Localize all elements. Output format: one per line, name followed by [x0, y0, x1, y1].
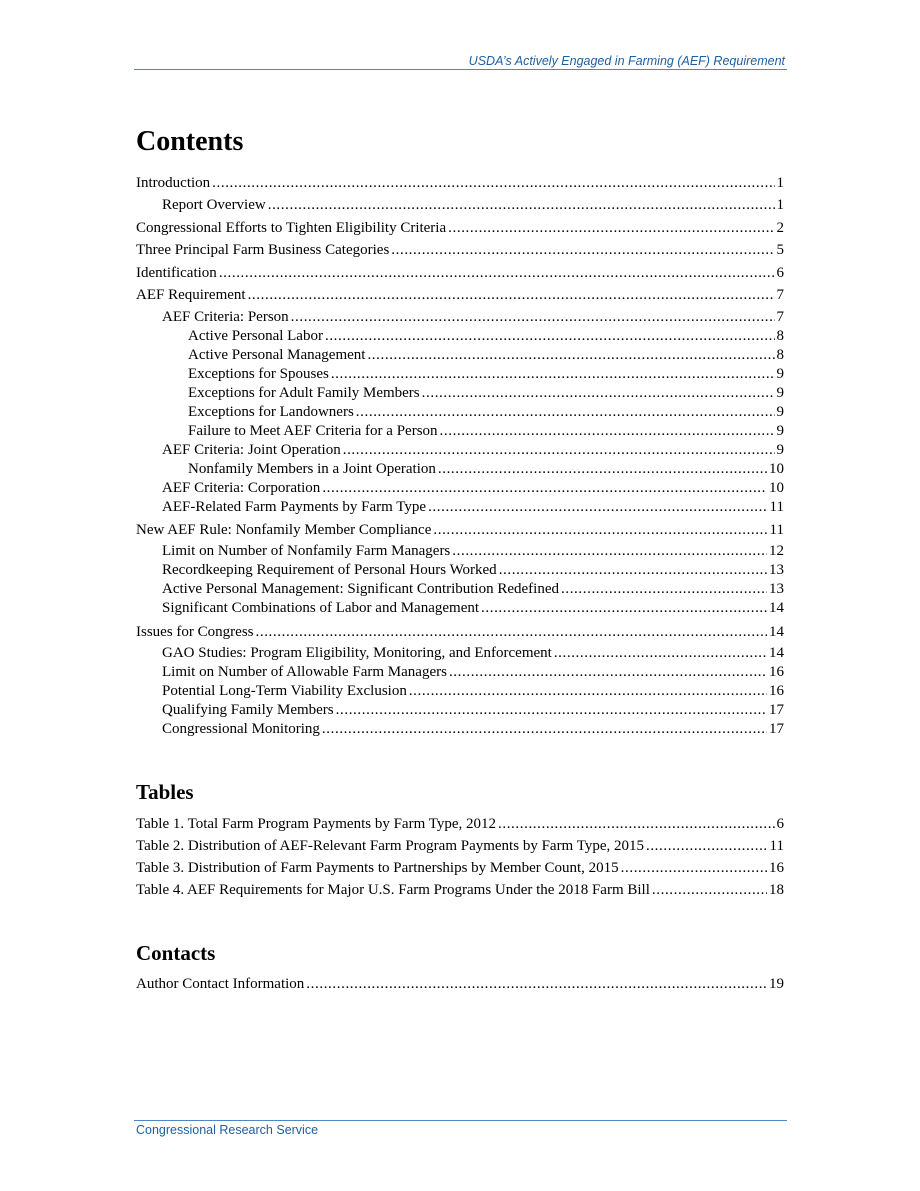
dot-leader — [306, 975, 767, 994]
contents-entry-page: 13 — [769, 562, 784, 578]
contents-entry-page: 14 — [769, 645, 784, 661]
contents-entry-label: Limit on Number of Allowable Farm Managers — [162, 664, 447, 680]
dot-leader — [452, 542, 767, 561]
contents-entry-page: 16 — [769, 664, 784, 680]
dot-leader — [367, 346, 774, 365]
dot-leader — [391, 241, 774, 260]
contents-entry-page: 7 — [776, 309, 784, 325]
contents-entry[interactable] — [136, 264, 784, 283]
dot-leader — [219, 264, 775, 283]
contents-entry-label: Limit on Number of Nonfamily Farm Managers — [162, 543, 451, 559]
contents-entry-label: Active Personal Management: Significant Contribution Redefined — [162, 581, 559, 597]
contents-entry-page: 11 — [769, 522, 784, 538]
dot-leader — [248, 286, 775, 305]
dot-leader — [331, 365, 775, 384]
contents-entry-label: Nonfamily Members in a Joint Operation — [188, 461, 436, 477]
contents-entry-page: 8 — [776, 328, 784, 344]
dot-leader — [498, 815, 775, 834]
contents-entry-page: 6 — [776, 265, 784, 281]
tables-entry[interactable] — [136, 859, 784, 878]
contents-entry-label: AEF Criteria: Person — [162, 309, 289, 325]
contents-entry-page: 1 — [776, 175, 784, 191]
contents-entry-label: Report Overview — [162, 197, 266, 213]
contents-entry-label: Active Personal Management — [188, 347, 366, 363]
contents-entry-label: Identification — [136, 265, 217, 281]
dot-leader — [343, 441, 775, 460]
contents-entry-label: AEF Criteria: Joint Operation — [162, 442, 341, 458]
tables-entry[interactable] — [136, 837, 784, 856]
contents-entry-label: Exceptions for Spouses — [188, 366, 329, 382]
contents-entry-label: New AEF Rule: Nonfamily Member Compliance — [136, 522, 432, 538]
contents-entry-label: AEF Requirement — [136, 287, 246, 303]
contents-entry[interactable] — [136, 479, 784, 498]
tables-entry[interactable] — [136, 881, 784, 900]
contents-entry-label: Issues for Congress — [136, 624, 254, 640]
footer-publisher: Congressional Research Service — [136, 1123, 319, 1137]
tables-entry-page: 6 — [776, 816, 784, 832]
running-header: USDA’s Actively Engaged in Farming (AEF) Requirement — [468, 54, 785, 68]
dot-leader — [325, 327, 775, 346]
contents-entry-label: Failure to Meet AEF Criteria for a Person — [188, 423, 438, 439]
tables-heading: Tables — [136, 780, 194, 804]
contents-entry[interactable] — [136, 403, 784, 422]
contents-entry[interactable] — [136, 542, 784, 561]
contents-entry[interactable] — [136, 286, 784, 305]
tables-entry-label: Table 2. Distribution of AEF-Relevant Farm Program Payments by Farm Type, 2015 — [136, 838, 644, 854]
dot-leader — [433, 521, 767, 540]
footer-rule — [134, 1120, 787, 1121]
contents-entry-label: Active Personal Labor — [188, 328, 323, 344]
tables-entry-page: 11 — [769, 838, 784, 854]
contacts-heading: Contacts — [136, 941, 216, 965]
dot-leader — [409, 682, 767, 701]
contents-entry-label: Introduction — [136, 175, 211, 191]
contents-entry-page: 16 — [769, 683, 784, 699]
contents-entry-label: Recordkeeping Requirement of Personal Hours Worked — [162, 562, 497, 578]
contents-entry[interactable] — [136, 460, 784, 479]
contents-entry-page: 2 — [776, 220, 784, 236]
dot-leader — [212, 174, 774, 193]
dot-leader — [356, 403, 775, 422]
contents-entry[interactable] — [136, 308, 784, 327]
contents-entry[interactable] — [136, 441, 784, 460]
contents-entry-page: 17 — [769, 702, 784, 718]
dot-leader — [481, 599, 767, 618]
contents-entry-page: 12 — [769, 543, 784, 559]
contents-entry[interactable] — [136, 623, 784, 642]
contents-entry[interactable] — [136, 365, 784, 384]
dot-leader — [428, 498, 767, 517]
contents-entry[interactable] — [136, 196, 784, 215]
dot-leader — [336, 701, 767, 720]
contents-entry[interactable] — [136, 327, 784, 346]
contents-entry-page: 9 — [776, 423, 784, 439]
contents-entry-page: 7 — [776, 287, 784, 303]
contents-entry[interactable] — [136, 174, 784, 193]
contents-entry[interactable] — [136, 682, 784, 701]
contacts-entry[interactable] — [136, 975, 784, 994]
contents-entry[interactable] — [136, 384, 784, 403]
contents-entry-label: Congressional Efforts to Tighten Eligibility Criteria — [136, 220, 447, 236]
contacts-entry-page: 19 — [769, 976, 784, 992]
contents-entry-page: 9 — [776, 404, 784, 420]
dot-leader — [322, 479, 767, 498]
contents-entry[interactable] — [136, 561, 784, 580]
contents-entry[interactable] — [136, 701, 784, 720]
contents-entry-label: Congressional Monitoring — [162, 721, 320, 737]
dot-leader — [440, 422, 775, 441]
contents-entry-label: GAO Studies: Program Eligibility, Monitoring, and Enforcement — [162, 645, 552, 661]
dot-leader — [621, 859, 767, 878]
dot-leader — [449, 663, 767, 682]
contents-entry-label: AEF-Related Farm Payments by Farm Type — [162, 499, 427, 515]
contents-entry-page: 8 — [776, 347, 784, 363]
header-rule — [134, 69, 787, 70]
contents-entry[interactable] — [136, 521, 784, 540]
contents-entry-label: Three Principal Farm Business Categories — [136, 242, 390, 258]
contents-entry-label: Significant Combinations of Labor and Management — [162, 600, 480, 616]
contents-entry[interactable] — [136, 599, 784, 618]
tables-entry-label: Table 3. Distribution of Farm Payments to Partnerships by Member Count, 2015 — [136, 860, 619, 876]
dot-leader — [268, 196, 775, 215]
dot-leader — [499, 561, 767, 580]
contents-entry-page: 14 — [769, 624, 784, 640]
contents-heading: Contents — [136, 126, 244, 157]
tables-entry-label: Table 4. AEF Requirements for Major U.S. Farm Programs Under the 2018 Farm Bill — [136, 882, 650, 898]
contents-entry-page: 14 — [769, 600, 784, 616]
contents-entry-page: 11 — [769, 499, 784, 515]
contents-entry-label: Qualifying Family Members — [162, 702, 334, 718]
contents-entry-label: Exceptions for Landowners — [188, 404, 354, 420]
contents-entry[interactable] — [136, 720, 784, 739]
contents-entry-label: Exceptions for Adult Family Members — [188, 385, 420, 401]
contents-entry[interactable] — [136, 219, 784, 238]
contents-entry-label: AEF Criteria: Corporation — [162, 480, 321, 496]
contents-entry[interactable] — [136, 346, 784, 365]
contents-entry[interactable] — [136, 663, 784, 682]
contents-entry[interactable] — [136, 644, 784, 663]
contents-entry[interactable] — [136, 241, 784, 260]
contents-entry-page: 9 — [776, 366, 784, 382]
contents-entry-page: 9 — [776, 385, 784, 401]
tables-entry-label: Table 1. Total Farm Program Payments by Farm Type, 2012 — [136, 816, 496, 832]
tables-entry[interactable] — [136, 815, 784, 834]
contents-entry-label: Potential Long-Term Viability Exclusion — [162, 683, 407, 699]
contacts-entry-label: Author Contact Information — [136, 976, 305, 992]
dot-leader — [291, 308, 775, 327]
contents-entry-page: 13 — [769, 581, 784, 597]
dot-leader — [256, 623, 768, 642]
contents-entry-page: 1 — [776, 197, 784, 213]
contents-entry[interactable] — [136, 580, 784, 599]
dot-leader — [554, 644, 767, 663]
contents-entry-page: 10 — [769, 480, 784, 496]
dot-leader — [438, 460, 767, 479]
contents-entry[interactable] — [136, 422, 784, 441]
contents-entry-page: 17 — [769, 721, 784, 737]
dot-leader — [561, 580, 767, 599]
contents-entry-page: 10 — [769, 461, 784, 477]
dot-leader — [422, 384, 775, 403]
dot-leader — [646, 837, 768, 856]
dot-leader — [322, 720, 767, 739]
tables-entry-page: 16 — [769, 860, 784, 876]
contents-entry[interactable] — [136, 498, 784, 517]
contents-entry-page: 9 — [776, 442, 784, 458]
dot-leader — [652, 881, 767, 900]
dot-leader — [448, 219, 774, 238]
contents-entry-page: 5 — [776, 242, 784, 258]
tables-entry-page: 18 — [769, 882, 784, 898]
